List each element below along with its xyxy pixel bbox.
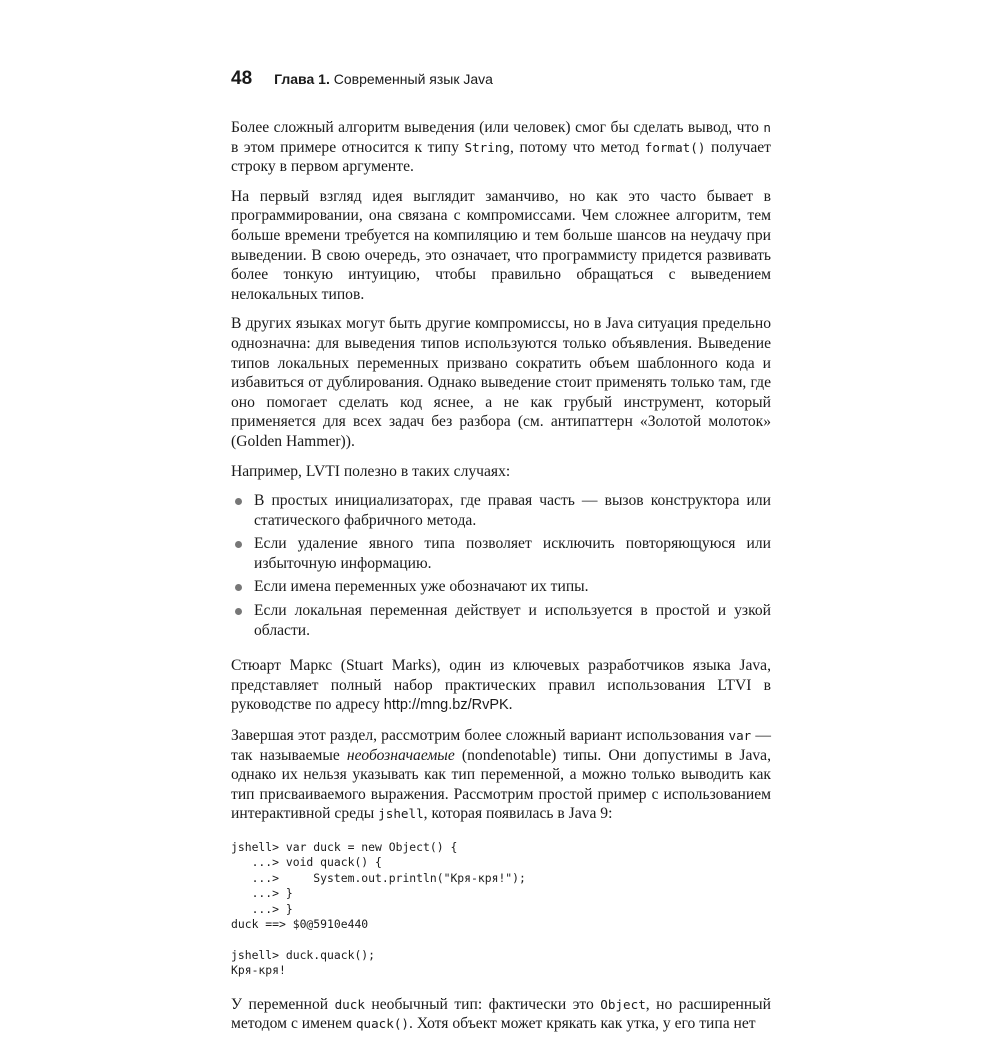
bullet-icon [235, 498, 242, 505]
text: , но расширенный методом с именем [231, 995, 771, 1033]
guide-link[interactable]: http://mng.bz/RvPK [383, 697, 509, 714]
list-item-text: Если имена переменных уже обозначают их типы. [254, 578, 589, 596]
list-item-text: Если локальная переменная действует и используется в простой и узкой области. [254, 602, 771, 639]
emphasis: необозначаемые [346, 746, 455, 764]
paragraph-inference [231, 118, 771, 177]
list-item-text: В простых инициализаторах, где правая часть — вызов конструктора или статического фабричного метода. [254, 492, 771, 529]
text: . Хотя объект может крякать как утка, у его типа нет [409, 1015, 756, 1033]
paragraph-lvti-intro: Например, LVTI полезно в таких случаях: [231, 462, 511, 480]
text: (nondenotable) типы. Они допустимы в Java, однако их нельзя указывать как тип переменной, а можно только выводить как тип присваиваемого выражения. Рассмотрим простой пример с использованием интерактивной среды [231, 746, 771, 823]
page-header [231, 68, 771, 96]
text: , которая появилась в Java 9: [423, 805, 613, 823]
text: — так называемые [231, 727, 771, 764]
code-listing: jshell> var duck = new Object() { ...> void quack() { ...> System.out.println("Кря-кря!"); ...> } ...> } duck ==> $0@5910e440 jshell> duck.quack(); Кря-кря! [231, 840, 526, 978]
text: У переменной [231, 995, 335, 1013]
paragraph-duck-type [231, 995, 771, 1034]
inline-code: duck [334, 996, 365, 1012]
chapter-label: Глава 1. [274, 71, 330, 87]
text: в этом примере относится к типу [231, 138, 465, 156]
paragraph-tradeoffs: На первый взгляд идея выглядит заманчиво, но как это часто бывает в программировании, она связана с компромиссами. Чем сложнее алгоритм, тем больше времени требуется на компиляцию и тем больше шансов на неудачу при выведении. В свою очередь, это означает, что программисту придется развивать более тонкую интуицию, чтобы правильно обращаться с выведением нелокальных типов. [231, 187, 771, 303]
inline-code: format() [644, 139, 706, 155]
list-item [231, 491, 771, 530]
text: необычный тип: фактически это [364, 995, 601, 1013]
inline-code: quack() [355, 1016, 410, 1032]
text: Более сложный алгоритм выведения (или человек) смог бы сделать вывод, что [231, 119, 764, 136]
paragraph-nondenotable [231, 726, 771, 824]
running-head [274, 71, 493, 87]
list-item-text: Если удаление явного типа позволяет исключить повторяющуюся или избыточную информацию. [254, 535, 771, 572]
text: , потому что метод [510, 138, 645, 156]
text: Стюарт Маркс (Stuart Marks), один из ключевых разработчиков языка Java, представляет полный набор практических правил использования LTVI в руководстве по адресу [231, 657, 771, 714]
page-body [231, 118, 771, 1044]
chapter-title: Современный язык Java [333, 71, 493, 87]
inline-code: Object [600, 996, 646, 1012]
list-item [231, 577, 771, 597]
inline-code: jshell [378, 806, 424, 822]
list-item [231, 534, 771, 573]
text: . [508, 696, 513, 714]
bullet-icon [235, 541, 242, 548]
inline-code: var [728, 728, 752, 744]
page-number: 48 [231, 68, 253, 89]
text: Завершая этот раздел, рассмотрим более сложный вариант использования [231, 727, 729, 745]
inline-code: String [464, 139, 511, 155]
bullet-icon [235, 584, 242, 591]
bullet-list [231, 491, 771, 640]
inline-code: n [763, 120, 771, 135]
bullet-icon [235, 608, 242, 615]
list-item [231, 601, 771, 640]
paragraph-java-approach: В других языках могут быть другие компромиссы, но в Java ситуация предельно однозначна: для выведения типов используются только объявления. Выведение типов локальных переменных призвано сократить объем шаблонного кода и избавиться от дублирования. Однако выведение стоит применять только там, где оно помогает сделать код яснее, а не как грубый инструмент, который применяется для всех задач без разбора (см. антипаттерн «Золотой молоток» (Golden Hammer)). [231, 315, 771, 450]
paragraph-stuart-marks [231, 656, 771, 716]
text: получает строку в первом аргументе. [231, 138, 771, 176]
